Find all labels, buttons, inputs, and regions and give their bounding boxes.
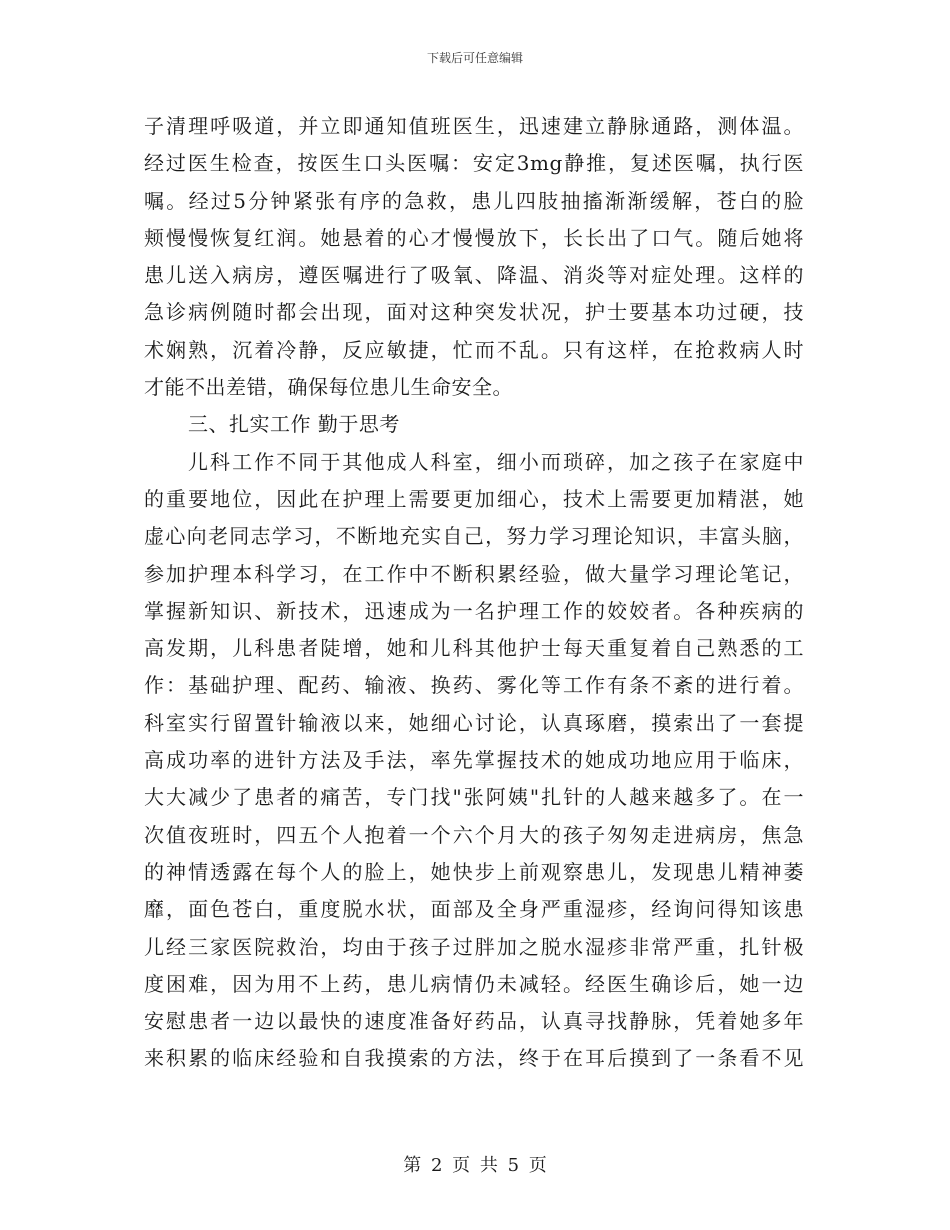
body-line: 虚心向老同志学习，不断地充实自己，努力学习理论知识，丰富头脑， — [144, 524, 804, 549]
body-line: 高成功率的进针方法及手法，率先掌握技术的她成功地应用于临床， — [144, 748, 804, 773]
body-line: 的神情透露在每个人的脸上，她快步上前观察患儿，发现患儿精神萎 — [144, 859, 804, 884]
body-line: 安慰患者一边以最快的速度准备好药品，认真寻找静脉，凭着她多年 — [144, 1009, 804, 1034]
body-line: 作：基础护理、配药、输液、换药、雾化等工作有条不紊的进行着。 — [144, 673, 804, 698]
body-line: 儿经三家医院救治，均由于孩子过胖加之脱水湿疹非常严重，扎针极 — [144, 934, 804, 959]
body-line: 的重要地位，因此在护理上需要更加细心，技术上需要更加精湛，她 — [144, 486, 804, 511]
body-line: 急诊病例随时都会出现，面对这种突发状况，护士要基本功过硬，技 — [144, 300, 804, 325]
body-line: 次值夜班时，四五个人抱着一个六个月大的孩子匆匆走进病房，焦急 — [144, 822, 804, 847]
document-body — [144, 108, 804, 1078]
body-line: 经过医生检查，按医生口头医嘱：安定3mg静推，复述医嘱，执行医 — [144, 151, 804, 176]
body-line: 术娴熟，沉着冷静，反应敏捷，忙而不乱。只有这样，在抢救病人时 — [144, 337, 804, 362]
body-line: 大大减少了患者的痛苦，专门找"张阿姨"扎针的人越来越多了。在一 — [144, 785, 804, 810]
body-line: 参加护理本科学习，在工作中不断积累经验，做大量学习理论笔记， — [144, 561, 804, 586]
page-header-note: 下载后可任意编辑 — [426, 51, 523, 65]
body-line: 高发期，儿科患者陡增，她和儿科其他护士每天重复着自己熟悉的工 — [144, 636, 804, 661]
body-line: 颊慢慢恢复红润。她悬着的心才慢慢放下，长长出了口气。随后她将 — [144, 225, 804, 250]
body-line: 子清理呼吸道，并立即通知值班医生，迅速建立静脉通路，测体温。 — [144, 114, 804, 138]
body-line: 掌握新知识、新技术，迅速成为一名护理工作的姣姣者。各种疾病的 — [144, 598, 804, 623]
body-line: 靡，面色苍白，重度脱水状，面部及全身严重湿疹，经询问得知该患 — [144, 897, 804, 922]
body-line: 度困难，因为用不上药，患儿病情仍未减轻。经医生确诊后，她一边 — [144, 971, 804, 996]
body-line: 患儿送入病房，遵医嘱进行了吸氧、降温、消炎等对症处理。这样的 — [144, 263, 804, 288]
page-number: 第 2 页 共 5 页 — [403, 1155, 547, 1176]
section-heading: 三、扎实工作 勤于思考 — [188, 412, 400, 437]
body-line: 嘱。经过5分钟紧张有序的急救，患儿四肢抽搐渐渐缓解，苍白的脸 — [144, 188, 804, 213]
body-line: 科室实行留置针输液以来，她细心讨论，认真琢磨，摸索出了一套提 — [144, 710, 804, 735]
body-line: 才能不出差错，确保每位患儿生命安全。 — [144, 375, 513, 400]
body-line: 来积累的临床经验和自我摸索的方法，终于在耳后摸到了一条看不见 — [144, 1046, 804, 1071]
body-line: 儿科工作不同于其他成人科室，细小而琐碎，加之孩子在家庭中 — [188, 449, 804, 474]
